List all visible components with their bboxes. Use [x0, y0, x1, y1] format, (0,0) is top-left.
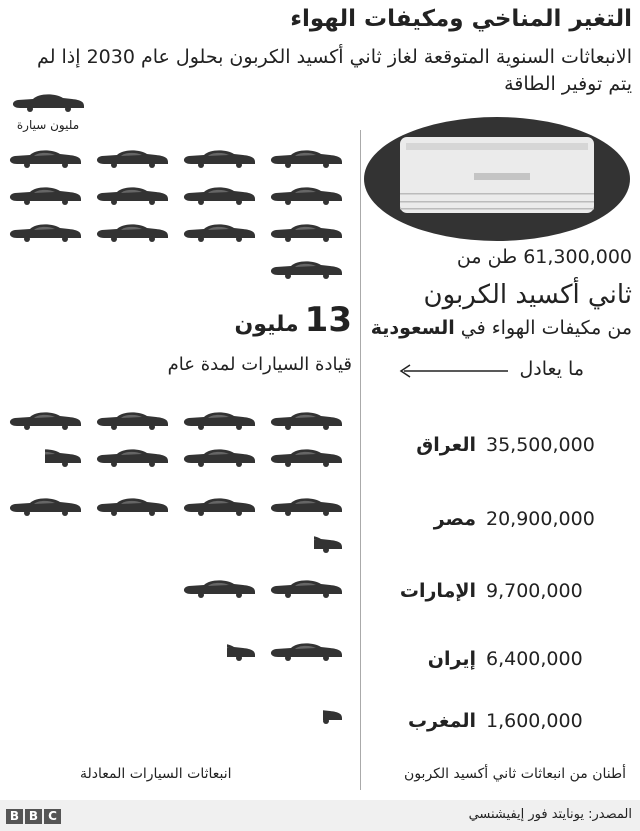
car-icon-egypt	[10, 498, 81, 516]
car-icon-saudi	[184, 187, 255, 205]
car-icon-iraq	[184, 412, 255, 430]
logo-letter: B	[25, 809, 42, 824]
car-icon-saudi	[271, 150, 342, 168]
logo-letter: B	[6, 809, 23, 824]
car-icon-saudi	[10, 187, 81, 205]
country-saudi-label: السعودية	[370, 317, 455, 339]
car-icon-morocco	[271, 706, 342, 724]
car-icon-saudi	[10, 150, 81, 168]
value-label-uae: 9,700,000	[486, 580, 583, 602]
total-gas-label: ثاني أكسيد الكربون	[423, 280, 632, 310]
value-label-iran: 6,400,000	[486, 648, 583, 670]
country-label-iraq: العراق	[416, 434, 476, 456]
car-icon-saudi	[271, 187, 342, 205]
car-icon-egypt	[271, 498, 342, 516]
car-icon-iraq	[97, 412, 168, 430]
car-icon-saudi	[97, 150, 168, 168]
car-icon-iraq	[271, 449, 342, 467]
car-icon-egypt	[97, 498, 168, 516]
equivalent-cars-number: 13	[304, 300, 352, 340]
legend-label: مليون سيارة	[16, 118, 80, 132]
logo-letter: C	[44, 809, 61, 824]
car-icon-egypt	[271, 535, 342, 553]
footer-cars-label: انبعاثات السيارات المعادلة	[80, 766, 232, 782]
arrow-left-icon	[398, 362, 510, 380]
bbc-logo	[6, 809, 61, 824]
total-emissions-label: 61,300,000 طن من	[456, 246, 632, 268]
car-icon-iraq	[184, 449, 255, 467]
equivalent-cars-description: قيادة السيارات لمدة عام	[167, 354, 352, 375]
car-icon-uae	[271, 580, 342, 598]
car-icon-iraq	[271, 412, 342, 430]
car-icon-iran	[271, 643, 342, 661]
car-icon-egypt	[184, 498, 255, 516]
car-icon-iran	[184, 643, 255, 661]
car-icon-saudi	[10, 224, 81, 242]
equivalent-cars-unit: مليون	[234, 312, 299, 337]
car-icon-saudi	[97, 224, 168, 242]
car-icon-iraq	[10, 449, 81, 467]
car-icon-saudi	[271, 224, 342, 242]
car-icon-saudi	[97, 187, 168, 205]
value-label-morocco: 1,600,000	[486, 710, 583, 732]
value-label-egypt: 20,900,000	[486, 508, 595, 530]
car-icon-iraq	[97, 449, 168, 467]
country-label-uae: الإمارات	[399, 580, 476, 602]
divider	[360, 130, 361, 790]
car-icon-uae	[184, 580, 255, 598]
country-label-iran: إيران	[427, 648, 476, 670]
car-icon-saudi	[184, 224, 255, 242]
car-rows	[10, 150, 342, 724]
country-label-egypt: مصر	[433, 508, 476, 530]
country-label-morocco: المغرب	[407, 710, 476, 732]
chart-title: التغير المناخي ومكيفات الهواء	[290, 6, 632, 32]
value-label-iraq: 35,500,000	[486, 434, 595, 456]
source-label: المصدر: يونايتد فور إيفيشنسي	[468, 807, 632, 822]
equals-label: ما يعادل	[519, 358, 584, 380]
car-icon-saudi	[184, 150, 255, 168]
chart-subtitle: الانبعاثات السنوية المتوقعة لغاز ثاني أكسيد الكربون بحلول عام 2030 إذا لم يتم توفير الطاقة	[37, 46, 632, 95]
total-source-prefix: من مكيفات الهواء في	[454, 317, 632, 339]
car-icon-iraq	[10, 412, 81, 430]
car-icon-saudi	[271, 261, 342, 279]
total-source-label	[371, 317, 632, 339]
footer-emissions-label: أطنان من انبعاثات ثاني أكسيد الكربون	[404, 766, 626, 782]
air-conditioner-illustration	[362, 115, 632, 243]
